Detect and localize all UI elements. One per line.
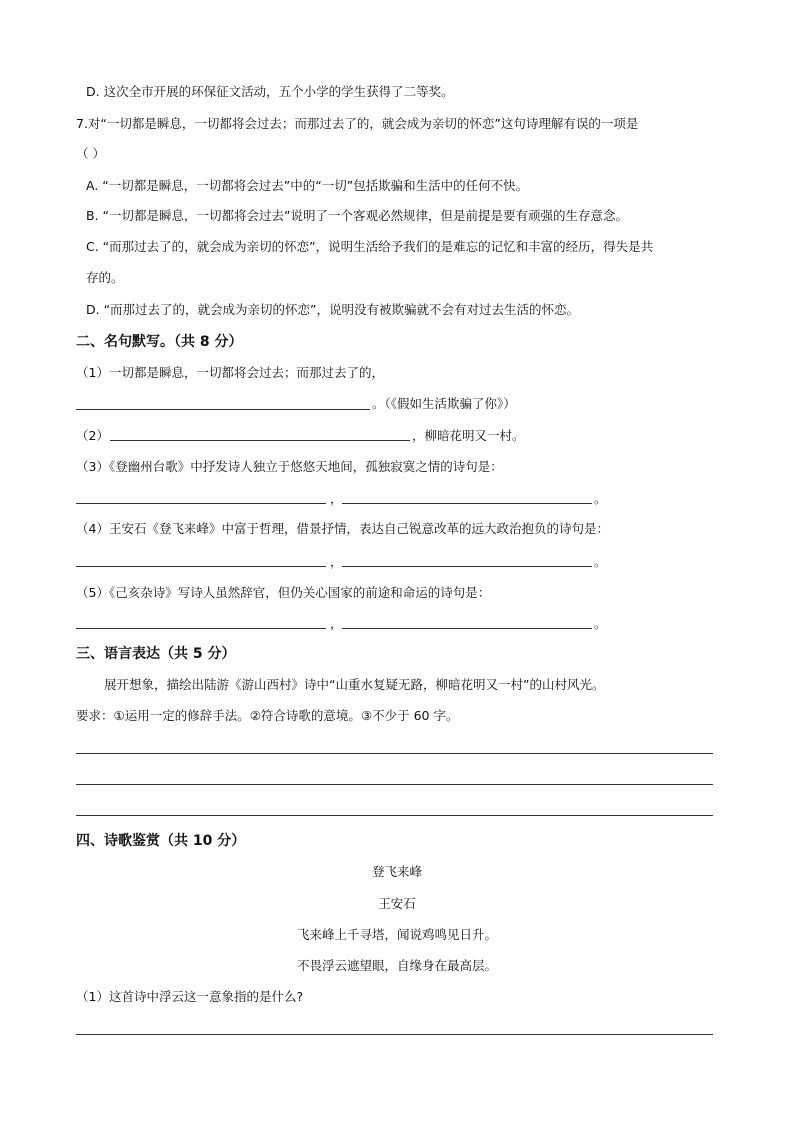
s2-item-1: （1）一切都是瞬息，一切都将会过去；而那过去了的， bbox=[76, 365, 384, 380]
s2-item-3-comma: ， bbox=[330, 491, 343, 506]
s2-item-3: （3）《登幽州台歌》中抒发诗人独立于悠悠天地间，孤独寂寞之情的诗句是： bbox=[76, 459, 503, 474]
q7-stem: 7.对“一切都是瞬息，一切都将会过去；而那过去了的，就会成为亲切的怀恋”这句诗理解有误的一项是 bbox=[76, 116, 639, 131]
s2-item-4: （4）王安石《登飞来峰》中富于哲理，借景抒情，表达自己锐意改革的远大政治抱负的诗句是： bbox=[76, 521, 609, 536]
s2-item-3-blank-1[interactable] bbox=[76, 503, 326, 504]
q7-option-c-line2: 存的。 bbox=[86, 270, 124, 285]
s3-answer-line-1[interactable] bbox=[76, 753, 713, 754]
section-3-title: 三、语言表达（共 5 分） bbox=[76, 646, 236, 662]
q7-option-b: B. “一切都是瞬息，一切都将会过去”说明了一个客观必然规律，但是前提是要有顽强的生存意念。 bbox=[86, 208, 628, 223]
s3-prompt: 展开想象，描绘出陆游《游山西村》诗中“山重水复疑无路，柳暗花明又一村”的山村风光。 bbox=[104, 677, 605, 692]
s3-answer-line-2[interactable] bbox=[76, 784, 713, 785]
s2-item-3-blank-2[interactable] bbox=[342, 503, 592, 504]
s3-answer-line-3[interactable] bbox=[76, 815, 713, 816]
s2-item-5-comma: ， bbox=[330, 616, 343, 631]
s2-item-5-period: 。 bbox=[594, 616, 607, 631]
s2-item-1-blank[interactable] bbox=[76, 409, 370, 410]
s3-requirements: 要求：①运用一定的修辞手法。②符合诗歌的意境。③不少于 60 字。 bbox=[76, 708, 459, 723]
s2-item-4-comma: ， bbox=[330, 554, 343, 569]
q7-option-c-line1: C. “而那过去了的，就会成为亲切的怀恋”，说明生活给予我们的是难忘的记忆和丰富的经历，得失是共 bbox=[86, 239, 654, 254]
section-2-title: 二、名句默写。（共 8 分） bbox=[76, 334, 243, 350]
q7-option-d: D. “而那过去了的，就会成为亲切的怀恋”，说明没有被欺骗就不会有对过去生活的怀恋。 bbox=[86, 302, 580, 317]
s2-item-2-tail: ，柳暗花明又一村。 bbox=[412, 428, 525, 443]
s2-item-5-blank-1[interactable] bbox=[76, 628, 326, 629]
s4-q1-answer-line[interactable] bbox=[76, 1034, 713, 1035]
s2-item-5: （5）《己亥杂诗》写诗人虽然辞官，但仍关心国家的前途和命运的诗句是： bbox=[76, 585, 491, 600]
section-4-title: 四、诗歌鉴赏（共 10 分） bbox=[76, 833, 246, 849]
q6-option-d: D. 这次全市开展的环保征文活动，五个小学的学生获得了二等奖。 bbox=[86, 84, 454, 99]
s2-item-5-blank-2[interactable] bbox=[342, 628, 592, 629]
s4-question-1: （1）这首诗中浮云这一意象指的是什么? bbox=[76, 989, 304, 1004]
s2-item-2-label: （2） bbox=[76, 428, 109, 443]
s2-item-4-blank-2[interactable] bbox=[342, 566, 592, 567]
poem-line-2: 不畏浮云遮望眼，自缘身在最高层。 bbox=[296, 958, 497, 973]
s2-item-4-period: 。 bbox=[594, 554, 607, 569]
s2-item-3-period: 。 bbox=[594, 491, 607, 506]
q7-answer-paren: （ ） bbox=[76, 146, 105, 161]
s2-item-1-source: 。（《假如生活欺骗了你》） bbox=[372, 396, 516, 411]
s2-item-2-blank[interactable] bbox=[110, 440, 410, 441]
poem-line-1: 飞来峰上千寻塔，闻说鸡鸣见日升。 bbox=[296, 927, 497, 942]
poem-author: 王安石 bbox=[378, 896, 416, 911]
q7-option-a: A. “一切都是瞬息，一切都将会过去”中的“一切”包括欺骗和生活中的任何不快。 bbox=[86, 178, 529, 193]
s2-item-4-blank-1[interactable] bbox=[76, 566, 326, 567]
poem-title: 登飞来峰 bbox=[371, 864, 422, 879]
